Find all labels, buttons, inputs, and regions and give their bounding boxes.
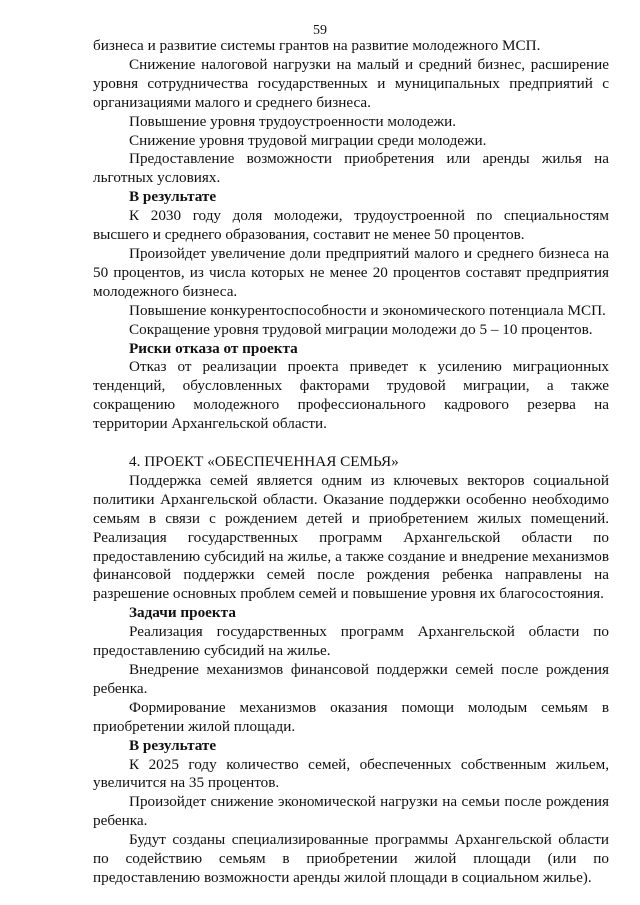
result-paragraph: Сокращение уровня трудовой миграции молодежи до 5 – 10 процентов. bbox=[129, 320, 593, 338]
task-paragraph: Внедрение механизмов финансовой поддержки семей после рождения ребенка. bbox=[93, 661, 609, 697]
paragraph: Снижение уровня трудовой миграции среди молодежи. bbox=[129, 131, 487, 149]
result-heading-2: В результате bbox=[129, 736, 217, 754]
page-number: 59 bbox=[313, 23, 327, 38]
paragraph: Повышение уровня трудоустроенности молодежи. bbox=[129, 112, 457, 130]
section-intro: Поддержка семей является одним из ключевых векторов социальной политики Архангельской области. Оказание поддержки особенно необходимо семьям в связи с рождением детей и приобретением жилых помещений. Реализация государственных программ Архангельской области по предоставлению субсидий на жилье, а также создание и внедрение механизмов финансовой поддержки семей после рождения ребенка направлены на разрешение основных проблем семей и повышение уровня их благосостояния. bbox=[93, 471, 609, 603]
task-paragraph: Реализация государственных программ Архангельской области по предоставлению субсидий на жилье. bbox=[93, 623, 609, 660]
paragraph-continuation: бизнеса и развитие системы грантов на развитие молодежного МСП. bbox=[93, 37, 541, 54]
result-paragraph: Произойдет снижение экономической нагрузки на семьи после рождения ребенка. bbox=[93, 793, 609, 830]
risks-heading: Риски отказа от проекта bbox=[129, 339, 298, 357]
result-heading-1: В результате bbox=[129, 188, 217, 206]
result-paragraph: Будут созданы специализированные программы Архангельской области по содействию семьям в приобретении жилой площади (или по предоставлению возможности аренды жилой площади в социальном жилье). bbox=[93, 831, 609, 886]
section-title: 4. ПРОЕКТ «ОБЕСПЕЧЕННАЯ СЕМЬЯ» bbox=[129, 453, 399, 471]
paragraph: Предоставление возможности приобретения или аренды жилья на льготных условиях. bbox=[93, 150, 609, 187]
result-paragraph: К 2025 году количество семей, обеспеченных собственным жильем, увеличится на 35 процентов. bbox=[93, 755, 609, 792]
result-paragraph: Повышение конкурентоспособности и экономического потенциала МСП. bbox=[129, 301, 606, 319]
risks-paragraph: Отказ от реализации проекта приведет к усилению миграционных тенденций, обусловленных факторами трудовой миграции, а также сокращению молодежного профессионального кадрового резерва на территории Архангельской области. bbox=[93, 358, 609, 433]
task-paragraph: Формирование механизмов оказания помощи молодым семьям в приобретении жилой площади. bbox=[93, 698, 609, 735]
paragraph: Снижение налоговой нагрузки на малый и средний бизнес, расширение уровня сотрудничества государственных и муниципальных предприятий с организациями малого и среднего бизнеса. bbox=[93, 55, 609, 111]
document-body bbox=[93, 37, 609, 888]
tasks-heading: Задачи проекта bbox=[129, 604, 236, 622]
result-paragraph: К 2030 году доля молодежи, трудоустроенной по специальностям высшего и среднего образования, составит не менее 50 процентов. bbox=[93, 207, 609, 244]
result-paragraph: Произойдет увеличение доли предприятий малого и среднего бизнеса на 50 процентов, из числа которых не менее 20 процентов составят предприятия молодежного бизнеса. bbox=[93, 244, 609, 300]
